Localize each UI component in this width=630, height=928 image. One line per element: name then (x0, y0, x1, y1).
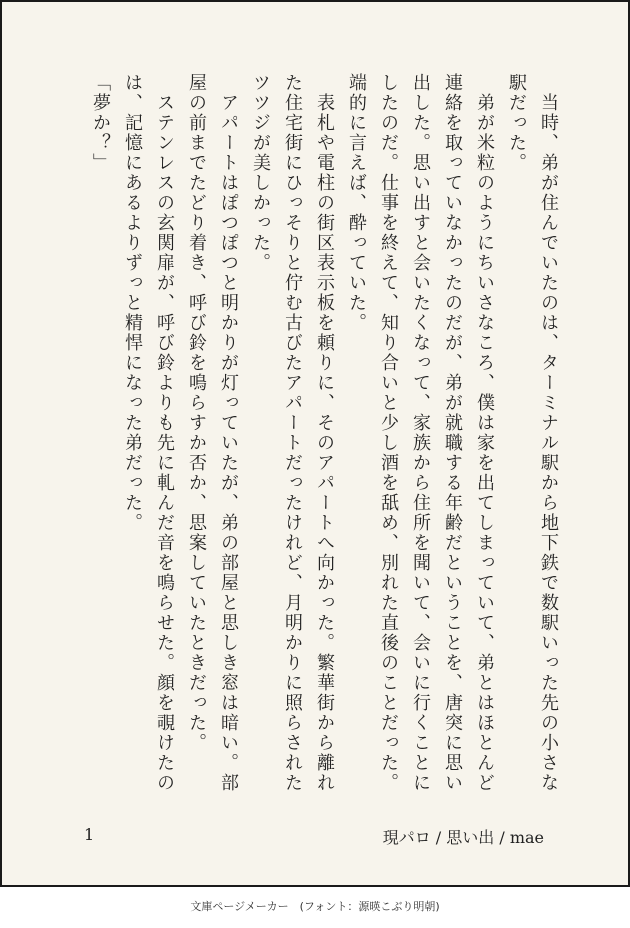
paragraph: 当時、弟が住んでいたのは、ターミナル駅から地下鉄で数駅いった先の小さな駅だった。 (506, 73, 559, 793)
body-text (64, 73, 564, 803)
paragraph: 表札や電柱の街区表示板を頼りに、そのアパートへ向かった。繁華街から離れた住宅街にひっそりと佇む古びたアパートだったけれど、月明かりに照らされたツツジが美しかった。 (250, 73, 335, 793)
paragraph: アパートはぽつぽつと明かりが灯っていたが、弟の部屋と思しき窓は暗い。部屋の前までたどり着き、呼び鈴を鳴らすか否か、思案していたときだった。 (186, 73, 239, 793)
page-number: 1 (84, 825, 95, 844)
paragraph: 弟が米粒のようにちいさなころ、僕は家を出てしまっていて、弟とはほとんど連絡を取っていなかったのだが、弟が就職する年齢だということを、唐突に思い出した。思い出すと会いたくなって、家族から住所を聞いて、会いに行くことにしたのだ。仕事を終えて、知り合いと少し酒を舐め、別れた直後のことだった。端的に言えば、酔っていた。 (346, 73, 495, 793)
paragraph: 「夢か？」 (90, 73, 111, 173)
generator-caption: 文庫ページメーカー (フォント：源暎こぶり明朝) (190, 900, 440, 913)
paragraph: ステンレスの玄関扉が、呼び鈴よりも先に軋んだ音を鳴らせた。顔を覗けたのは、記憶にあるよりずっと精悍になった弟だった。 (122, 73, 175, 793)
footer-title: 現パロ / 思い出 / mae (382, 828, 544, 847)
